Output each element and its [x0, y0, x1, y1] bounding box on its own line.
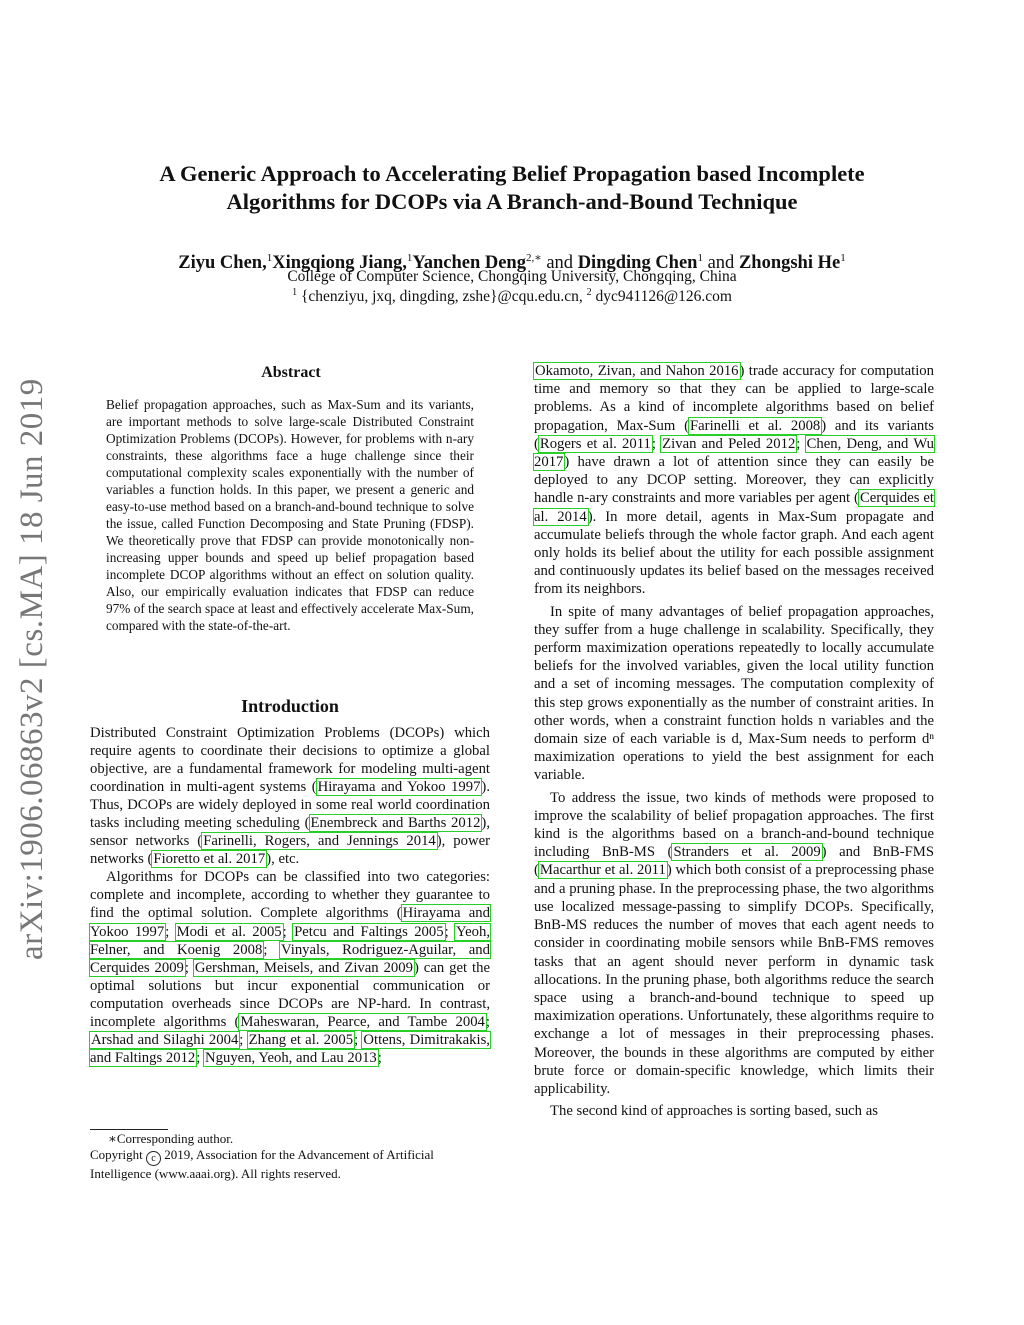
author-emails	[60, 287, 964, 306]
text-run: Copyright	[90, 1147, 146, 1162]
title-line-2: Algorithms for DCOPs via A Branch-and-Bound Technique	[226, 189, 798, 214]
text-run: ) and its variants (	[534, 417, 935, 452]
arxiv-identifier: arXiv:1906.06863v2 [cs.MA] 18 Jun 2019	[14, 378, 50, 960]
separator: ;	[282, 923, 294, 940]
citation-link[interactable]: Hirayama and Yokoo 1997	[317, 779, 481, 796]
citation-link[interactable]: Cerquides et al. 2014	[534, 490, 935, 525]
citation-link[interactable]: Yeoh, Felner, and Koenig 2008	[90, 923, 490, 958]
affiliation-mark: 1	[840, 252, 846, 264]
author-name: Xingqiong Jiang,	[272, 253, 407, 274]
paragraph: The second kind of approaches is sorting based, such as	[550, 1103, 878, 1120]
citation-link[interactable]: Okamoto, Zivan, and Nahon 2016	[535, 363, 739, 379]
author-name: Ziyu Chen,	[178, 253, 267, 274]
paragraph: In spite of many advantages of belief propagation approaches, they suffer from a huge challenge in scalability. Specifically, they perform maximization operations repeatedly to locally accumulate beliefs for the involved variables, given the local utility function and a set of incoming messages. The computation complexity of this step grows exponentially as the number of constraint arities. In other words, when a constraint function holds n variables and the domain size of each variable is d, Max-Sum needs to perform dⁿ maximization operations to yield the best assignment for each variable.	[534, 603, 934, 784]
text-run: ). In more detail, agents in Max-Sum propagate and accumulate beliefs through the whole factor graph. And each agent only holds its belief about the utility for each possible assignment and continuously updates its belief based on the messages received from its neighbors.	[534, 508, 934, 598]
text-run: ). Thus, DCOPs are widely deployed in some real world coordination tasks including meeting scheduling (	[90, 779, 490, 832]
separator: ;	[651, 435, 662, 452]
author-conjunction: and	[541, 253, 578, 274]
text-run: ), power networks (	[90, 833, 490, 868]
citation-link[interactable]: Zivan and Peled 2012	[662, 435, 796, 452]
affiliation-mark: 2	[586, 287, 592, 298]
affiliation: College of Computer Science, Chongqing University, Chongqing, China	[287, 268, 737, 285]
separator: ;	[377, 1049, 382, 1066]
author-name: Zhongshi He	[738, 253, 841, 274]
text-run: ), sensor networks (	[90, 815, 490, 850]
affiliation-mark: 2,∗	[525, 252, 542, 264]
abstract-text: Belief propagation approaches, such as Max-Sum and its variants, are important methods to solve large-scale Distributed Constraint Optimization Problems (DCOPs). However, for problems with n-ary constraints, these algorithms face a huge challenge since their computational complexity scales exponentially with the number of variables a function holds. In this paper, we present a generic and easy-to-use method based on a branch-and-bound technique to solve the issue, called Function Decomposing and State Pruning (FDSP). We theoretically prove that FDSP can provide monotonically non-increasing upper bounds and speed up belief propagation based incomplete DCOP algorithms without an effect on solution quality. Also, our empirically evaluation indicates that FDSP can reduce 97% of the search space at least and effectively accelerate Max-Sum, compared with the state-of-the-art.	[106, 397, 474, 633]
citation-link[interactable]: Hirayama and Yokoo 1997	[90, 905, 490, 940]
text-run: ) trade accuracy for computation time and memory so that they can be applied to large-scale problems. As a kind of incomplete algorithms based on belief propagation, Max-Sum (	[534, 363, 934, 434]
citation-link[interactable]: Nguyen, Yeoh, and Lau 2013	[205, 1049, 377, 1066]
text-run: 2019, Association for the Advancement of Artificial Intelligence (www.aaai.org). All rights reserved.	[90, 1147, 434, 1181]
affiliation-mark: 1	[697, 252, 703, 264]
citation-link[interactable]: Petcu and Faltings 2005	[294, 923, 444, 940]
separator: ;	[184, 959, 194, 976]
author-name: Yanchen Deng	[412, 253, 526, 274]
separator: ;	[354, 1031, 363, 1048]
citation-link[interactable]: Arshad and Silaghi 2004	[91, 1031, 239, 1048]
affiliation-mark: 1	[406, 252, 413, 264]
citation-link[interactable]: Zhang et al. 2005	[248, 1031, 354, 1048]
corresponding-author-note: ∗Corresponding author.	[108, 1131, 234, 1146]
citation-link[interactable]: Farinelli et al. 2008	[689, 417, 821, 434]
paragraph	[534, 362, 934, 599]
footnote-rule	[90, 1129, 168, 1130]
citation-link[interactable]: Enembreck and Barths 2012	[310, 815, 481, 832]
right-column-body	[534, 362, 934, 1120]
email-list-2: dyc941126@126.com	[591, 288, 732, 306]
text-run: Algorithms for DCOPs can be classified into two categories: complete and incomplete, according to whether they guarantee to find the optimal solution. Complete algorithms (	[90, 869, 490, 922]
citation-link[interactable]: Ottens, Dimitrakakis, and Faltings 2012	[90, 1031, 490, 1066]
paragraph	[90, 724, 490, 868]
introduction-body	[90, 724, 490, 1067]
text-run: ) have drawn a lot of attention since they can easily be deployed to any DCOP setting. Moreover, they can explicitly handle n-ary constraints and more variables per agent (	[534, 454, 934, 507]
separator: ;	[196, 1049, 205, 1066]
citation-link[interactable]: Chen, Deng, and Wu 2017	[534, 435, 934, 471]
copyright-notice	[90, 1147, 494, 1182]
citation-link[interactable]: Stranders et al. 2009	[673, 844, 821, 861]
author-name: Dingding Chen	[577, 253, 698, 274]
text-run: ) which both consist of a preprocessing phase and a pruning phase. In the preprocessing phase, the two algorithms use localized message-passing to simplify DCOPs. Specifically, BnB-MS reduces the number of moves that each agent needs to consider in coordinating mobile sensors while BnB-FMS removes tasks that an agent should never perform in dynamic task allocations. In the pruning phase, both algorithms reduce the search space using a branch-and-bound technique to speed up maximization operations. Unfortunately, these algorithms require to exchange a lot of messages in their preprocessing phases. Moreover, the bounds in these algorithms are computed by either brute force or domain-specific knowledge, which limits their applicability.	[534, 862, 934, 1097]
separator: ;	[165, 923, 176, 940]
separator: ;	[796, 435, 806, 452]
title-line-1: A Generic Approach to Accelerating Belief Propagation based Incomplete	[159, 161, 865, 186]
text-run: Distributed Constraint Optimization Problems (DCOPs) which require agents to coordinate their decisions to optimize a global objective, are a fundamental framework for modeling multi-agent coordination in multi-agent systems (	[90, 725, 490, 796]
separator: ;	[263, 941, 281, 958]
citation-link[interactable]: Rogers et al. 2011	[539, 435, 651, 452]
separator: ;	[444, 923, 455, 940]
citation-link[interactable]: Farinelli, Rogers, and Jennings 2014	[203, 833, 436, 850]
author-conjunction: and	[702, 253, 739, 274]
introduction-heading: Introduction	[241, 696, 339, 716]
separator: ;	[485, 1013, 490, 1030]
citation-link[interactable]: Fioretto et al. 2017	[153, 851, 266, 868]
text-run: ), etc.	[266, 851, 300, 868]
citation-link[interactable]: Macarthur et al. 2011	[539, 862, 666, 879]
abstract-heading: Abstract	[261, 364, 321, 381]
paragraph	[534, 789, 934, 1098]
paper-title	[100, 160, 924, 216]
text-run: ) can get the optimal solutions but incur exponential communication or computation overheads since DCOPs are NP-hard. In contrast, incomplete algorithms (	[90, 959, 490, 1030]
paragraph	[90, 868, 490, 1067]
citation-link[interactable]: Gershman, Meisels, and Zivan 2009	[194, 959, 413, 976]
footnote	[90, 1131, 494, 1182]
copyright-icon: c	[146, 1151, 161, 1166]
separator: ;	[239, 1031, 248, 1048]
text-run: ) and BnB-FMS (	[534, 844, 934, 879]
affiliation-mark: 1	[266, 252, 273, 264]
email-list-1: {chenziyu, jxq, dingding, zshe}@cqu.edu.cn,	[297, 288, 587, 306]
citation-link[interactable]: Maheswaran, Pearce, and Tambe 2004	[240, 1013, 485, 1030]
text-run: To address the issue, two kinds of methods were proposed to improve the scalability of belief propagation approaches. The first kind is the algorithms based on a branch-and-bound technique including BnB-MS (	[534, 789, 934, 861]
citation-link[interactable]: Vinyals, Rodriguez-Aguilar, and Cerquides 2009	[90, 941, 490, 976]
citation-link[interactable]: Modi et al. 2005	[176, 923, 282, 940]
affiliation-mark: 1	[292, 287, 298, 298]
